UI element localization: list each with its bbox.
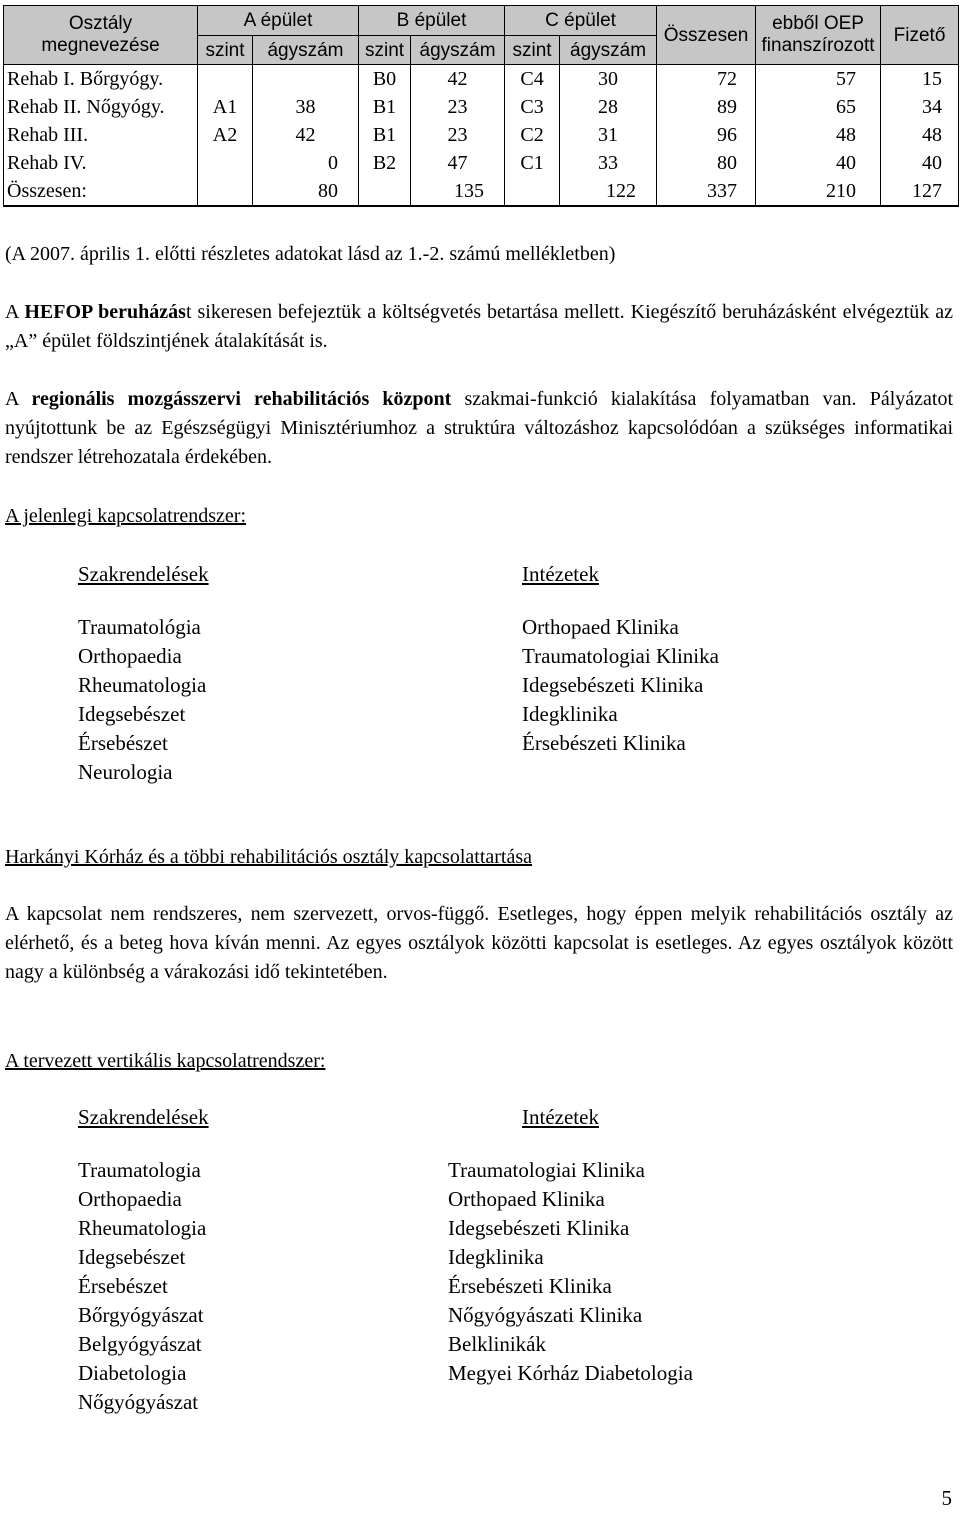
table-row	[4, 121, 959, 149]
beds-table	[3, 5, 959, 207]
table-note: (A 2007. április 1. előtti részletes adatokat lásd az 1.-2. számú mellékletben)	[5, 243, 616, 265]
list-item: Idegsebészeti Klinika	[448, 1216, 630, 1240]
list-item: Traumatologia	[78, 1158, 201, 1182]
cell-b-szint	[359, 177, 411, 206]
cell-a-agy	[253, 65, 359, 94]
list-item: Érsebészeti Klinika	[448, 1274, 612, 1298]
list-item: Orthopaed Klinika	[522, 615, 679, 639]
cell-b-agy: 23	[411, 93, 505, 121]
header-c-epulet: C épület	[505, 6, 657, 36]
cell-oep: 65	[756, 93, 881, 121]
table-row	[4, 149, 959, 177]
hefop-text-a: A	[5, 301, 25, 323]
cell-name: Rehab III.	[4, 121, 198, 149]
header-osszesen: Összesen	[657, 6, 756, 65]
cell-b-agy: 47	[411, 149, 505, 177]
cell-oep: 48	[756, 121, 881, 149]
planned-left-list	[78, 1103, 209, 1417]
cell-total: 72	[657, 65, 756, 94]
cell-a-agy: 38	[253, 93, 359, 121]
hefop-bold: HEFOP beruházás	[24, 301, 186, 323]
cell-c-szint	[505, 177, 560, 206]
current-right-head: Intézetek	[522, 562, 599, 586]
list-item: Orthopaed Klinika	[448, 1187, 605, 1211]
cell-a-szint	[198, 177, 253, 206]
list-item: Idegsebészeti Klinika	[522, 673, 704, 697]
cell-c-szint: C3	[505, 93, 560, 121]
list-item: Idegklinika	[448, 1245, 544, 1269]
list-item: Nőgyógyászati Klinika	[448, 1303, 643, 1327]
header-b-epulet: B épület	[359, 6, 505, 36]
cell-oep: 210	[756, 177, 881, 206]
cell-b-szint: B1	[359, 93, 411, 121]
list-item: Idegklinika	[522, 702, 618, 726]
cell-a-szint	[198, 65, 253, 94]
list-item: Belklinikák	[448, 1332, 546, 1356]
cell-c-szint: C1	[505, 149, 560, 177]
header-c-agyszam: ágyszám	[560, 36, 657, 65]
header-c-szint: szint	[505, 36, 560, 65]
list-item: Orthopaedia	[78, 644, 182, 668]
harkany-paragraph: A kapcsolat nem rendszeres, nem szervezett, orvos-függő. Esetleges, hogy éppen melyik rehabilitációs osztály az elérhető, és a beteg hova kíván menni. Az egyes osztályok közötti kapcsolat is esetleges. Az egyes osztályok között nagy a különbség a várakozási idő tekintetében.	[5, 903, 953, 983]
header-oep: ebből OEP finanszírozott	[756, 6, 881, 65]
regional-text-a: A	[5, 388, 32, 410]
list-item: Rheumatologia	[78, 1216, 207, 1240]
list-item: Rheumatologia	[78, 673, 207, 697]
cell-c-szint: C2	[505, 121, 560, 149]
cell-b-szint: B2	[359, 149, 411, 177]
header-a-agyszam: ágyszám	[253, 36, 359, 65]
cell-a-szint	[198, 149, 253, 177]
list-item: Bőrgyógyászat	[78, 1303, 204, 1327]
cell-b-agy: 135	[411, 177, 505, 206]
list-item: Diabetologia	[78, 1361, 187, 1385]
page-number: 5	[941, 1486, 952, 1510]
header-a-epulet: A épület	[198, 6, 359, 36]
cell-total: 80	[657, 149, 756, 177]
list-item: Belgyógyászat	[78, 1332, 202, 1356]
cell-oep: 40	[756, 149, 881, 177]
list-item: Nőgyógyászat	[78, 1390, 199, 1414]
regional-text-b: szakmai-funkció kialakítása folyamatban van. Pályázatot nyújtottunk be az Egészségügyi Minisztériumhoz a struktúra változáshoz kapcsolódóan a szükséges informatikai rendszer létrehozatala érdekében.	[5, 388, 954, 468]
list-item: Idegsebészet	[78, 702, 186, 726]
current-left-head: Szakrendelések	[78, 562, 209, 586]
cell-name: Rehab II. Nőgyógy.	[4, 93, 198, 121]
hefop-text-b: t sikeresen befejeztük a költségvetés betartása mellett. Kiegészítő beruházásként elvégeztük az „A” épület földszintjének átalakítását is.	[5, 301, 953, 352]
list-item: Traumatológia	[78, 615, 201, 639]
cell-c-agy: 33	[560, 149, 657, 177]
header-fizeto: Fizető	[881, 6, 959, 65]
list-item: Megyei Kórház Diabetologia	[448, 1361, 693, 1385]
cell-fizeto: 127	[881, 177, 959, 206]
planned-right-head: Intézetek	[522, 1105, 599, 1129]
cell-name: Rehab IV.	[4, 149, 198, 177]
list-item: Neurologia	[78, 760, 173, 784]
planned-right-head-wrap	[522, 1103, 599, 1156]
cell-b-agy: 23	[411, 121, 505, 149]
cell-b-szint: B0	[359, 65, 411, 94]
list-item: Traumatologiai Klinika	[522, 644, 719, 668]
cell-name: Rehab I. Bőrgyógy.	[4, 65, 198, 94]
header-b-agyszam: ágyszám	[411, 36, 505, 65]
cell-oep: 57	[756, 65, 881, 94]
cell-total: 89	[657, 93, 756, 121]
regional-paragraph	[5, 385, 953, 472]
cell-name: Összesen:	[4, 177, 198, 206]
cell-c-agy: 28	[560, 93, 657, 121]
current-right-list	[522, 560, 719, 758]
header-b-szint: szint	[359, 36, 411, 65]
cell-c-szint: C4	[505, 65, 560, 94]
table-row	[4, 93, 959, 121]
cell-c-agy: 30	[560, 65, 657, 94]
header-osztaly: Osztály megnevezése	[4, 6, 198, 65]
cell-a-agy: 80	[253, 177, 359, 206]
cell-c-agy: 31	[560, 121, 657, 149]
list-item: Érsebészeti Klinika	[522, 731, 686, 755]
planned-left-head: Szakrendelések	[78, 1105, 209, 1129]
cell-fizeto: 15	[881, 65, 959, 94]
cell-b-szint: B1	[359, 121, 411, 149]
table-row	[4, 65, 959, 94]
list-item: Traumatologiai Klinika	[448, 1158, 645, 1182]
header-a-szint: szint	[198, 36, 253, 65]
cell-total: 96	[657, 121, 756, 149]
cell-fizeto: 48	[881, 121, 959, 149]
harkany-heading: Harkányi Kórház és a többi rehabilitációs osztály kapcsolattartása	[5, 846, 533, 868]
planned-right-list	[448, 1156, 693, 1388]
cell-b-agy: 42	[411, 65, 505, 94]
cell-a-szint: A1	[198, 93, 253, 121]
cell-a-agy: 0	[253, 149, 359, 177]
list-item: Érsebészet	[78, 1274, 168, 1298]
list-item: Érsebészet	[78, 731, 168, 755]
cell-a-szint: A2	[198, 121, 253, 149]
cell-a-agy: 42	[253, 121, 359, 149]
table-total-row	[4, 177, 959, 206]
list-item: Orthopaedia	[78, 1187, 182, 1211]
planned-heading: A tervezett vertikális kapcsolatrendszer:	[5, 1050, 326, 1072]
current-heading: A jelenlegi kapcsolatrendszer:	[5, 505, 247, 527]
current-left-list	[78, 560, 209, 787]
cell-fizeto: 34	[881, 93, 959, 121]
cell-c-agy: 122	[560, 177, 657, 206]
regional-bold: regionális mozgásszervi rehabilitációs központ	[31, 388, 452, 410]
cell-total: 337	[657, 177, 756, 206]
list-item: Idegsebészet	[78, 1245, 186, 1269]
cell-fizeto: 40	[881, 149, 959, 177]
hefop-paragraph	[5, 298, 953, 356]
